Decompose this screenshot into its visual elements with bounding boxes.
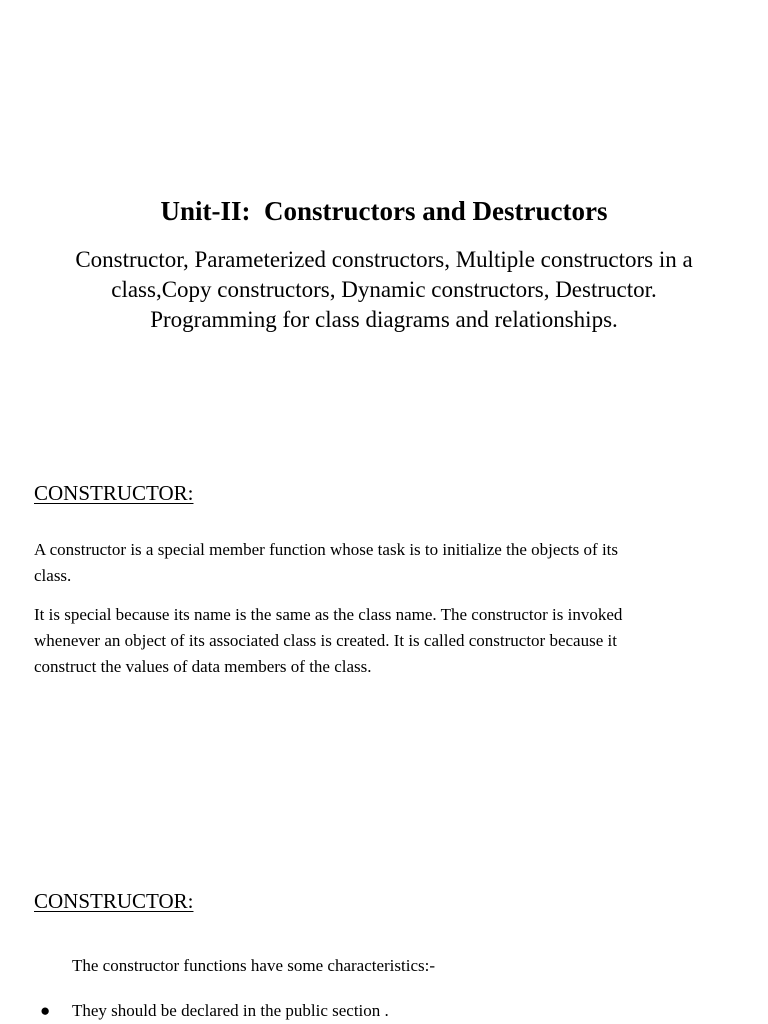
- paragraph-line: A constructor is a special member function whose task is to initialize the objects of its: [34, 540, 619, 559]
- unit-topics: [40, 245, 728, 335]
- unit-topics-line: Constructor, Parameterized constructors, Multiple constructors in a: [75, 247, 693, 272]
- paragraph-line: It is special because its name is the same as the class name. The constructor is invoked: [34, 605, 623, 624]
- unit-topics-line: Programming for class diagrams and relationships.: [150, 307, 618, 332]
- bullet-icon: ●: [40, 1001, 51, 1020]
- unit-topics-line: class,Copy constructors, Dynamic constructors, Destructor.: [111, 277, 657, 302]
- paragraph-line: class.: [34, 566, 72, 585]
- page-title: Unit-II: Constructors and Destructors: [160, 196, 608, 226]
- paragraph-line: construct the values of data members of the class.: [34, 657, 372, 676]
- paragraph-line: whenever an object of its associated class is created. It is called constructor because it: [34, 631, 617, 650]
- constructor-special-paragraph: [34, 602, 724, 680]
- section-heading-constructor: CONSTRUCTOR:: [34, 481, 194, 505]
- list-item-text: They should be declared in the public section .: [72, 1001, 389, 1020]
- section-heading-constructor-characteristics: CONSTRUCTOR:: [34, 889, 194, 913]
- characteristics-intro: The constructor functions have some characteristics:-: [72, 956, 436, 975]
- constructor-definition-paragraph: [34, 537, 724, 589]
